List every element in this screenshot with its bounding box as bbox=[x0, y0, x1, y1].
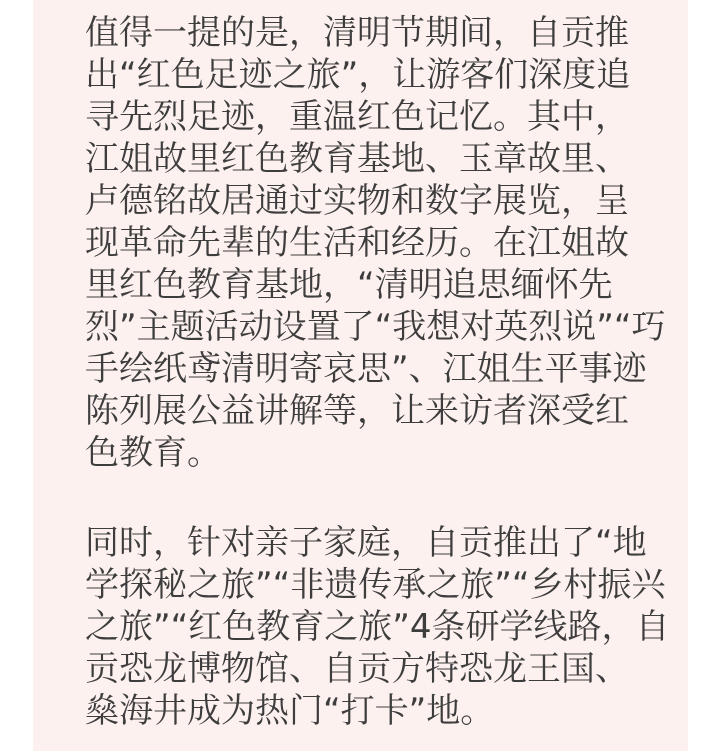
text-line: 学探秘之旅”“非遗传承之旅”“乡村振兴 bbox=[85, 565, 666, 605]
text-line: 里红色教育基地，“清明追思缅怀先 bbox=[85, 265, 613, 305]
text-line: 江姐故里红色教育基地、玉章故里、 bbox=[85, 139, 629, 179]
text-line: 同时，针对亲子家庭，自贡推出了“地 bbox=[85, 523, 647, 563]
article-body bbox=[33, 0, 688, 732]
text-line: 色教育。 bbox=[85, 433, 221, 473]
text-line: 之旅”“红色教育之旅”4条研学线路，自 bbox=[85, 607, 670, 647]
paragraph bbox=[85, 12, 688, 474]
text-line: 贡恐龙博物馆、自贡方特恐龙王国、 bbox=[85, 649, 629, 689]
text-line: 陈列展公益讲解等，让来访者深受红 bbox=[85, 391, 629, 431]
text-line: 值得一提的是，清明节期间，自贡推 bbox=[85, 13, 629, 53]
article-content-panel bbox=[33, 0, 688, 751]
text-line: 出“红色足迹之旅”，让游客们深度追 bbox=[85, 55, 631, 95]
text-line: 燊海井成为热门“打卡”地。 bbox=[85, 691, 495, 731]
text-line: 烈”主题活动设置了“我想对英烈说”“巧 bbox=[85, 307, 666, 347]
text-line: 现革命先辈的生活和经历。在江姐故 bbox=[85, 223, 629, 263]
text-line: 寻先烈足迹，重温红色记忆。其中， bbox=[85, 97, 629, 137]
paragraph bbox=[85, 522, 688, 732]
text-line: 手绘纸鸢清明寄哀思”、江姐生平事迹 bbox=[85, 349, 647, 389]
text-line: 卢德铭故居通过实物和数字展览，呈 bbox=[85, 181, 629, 221]
